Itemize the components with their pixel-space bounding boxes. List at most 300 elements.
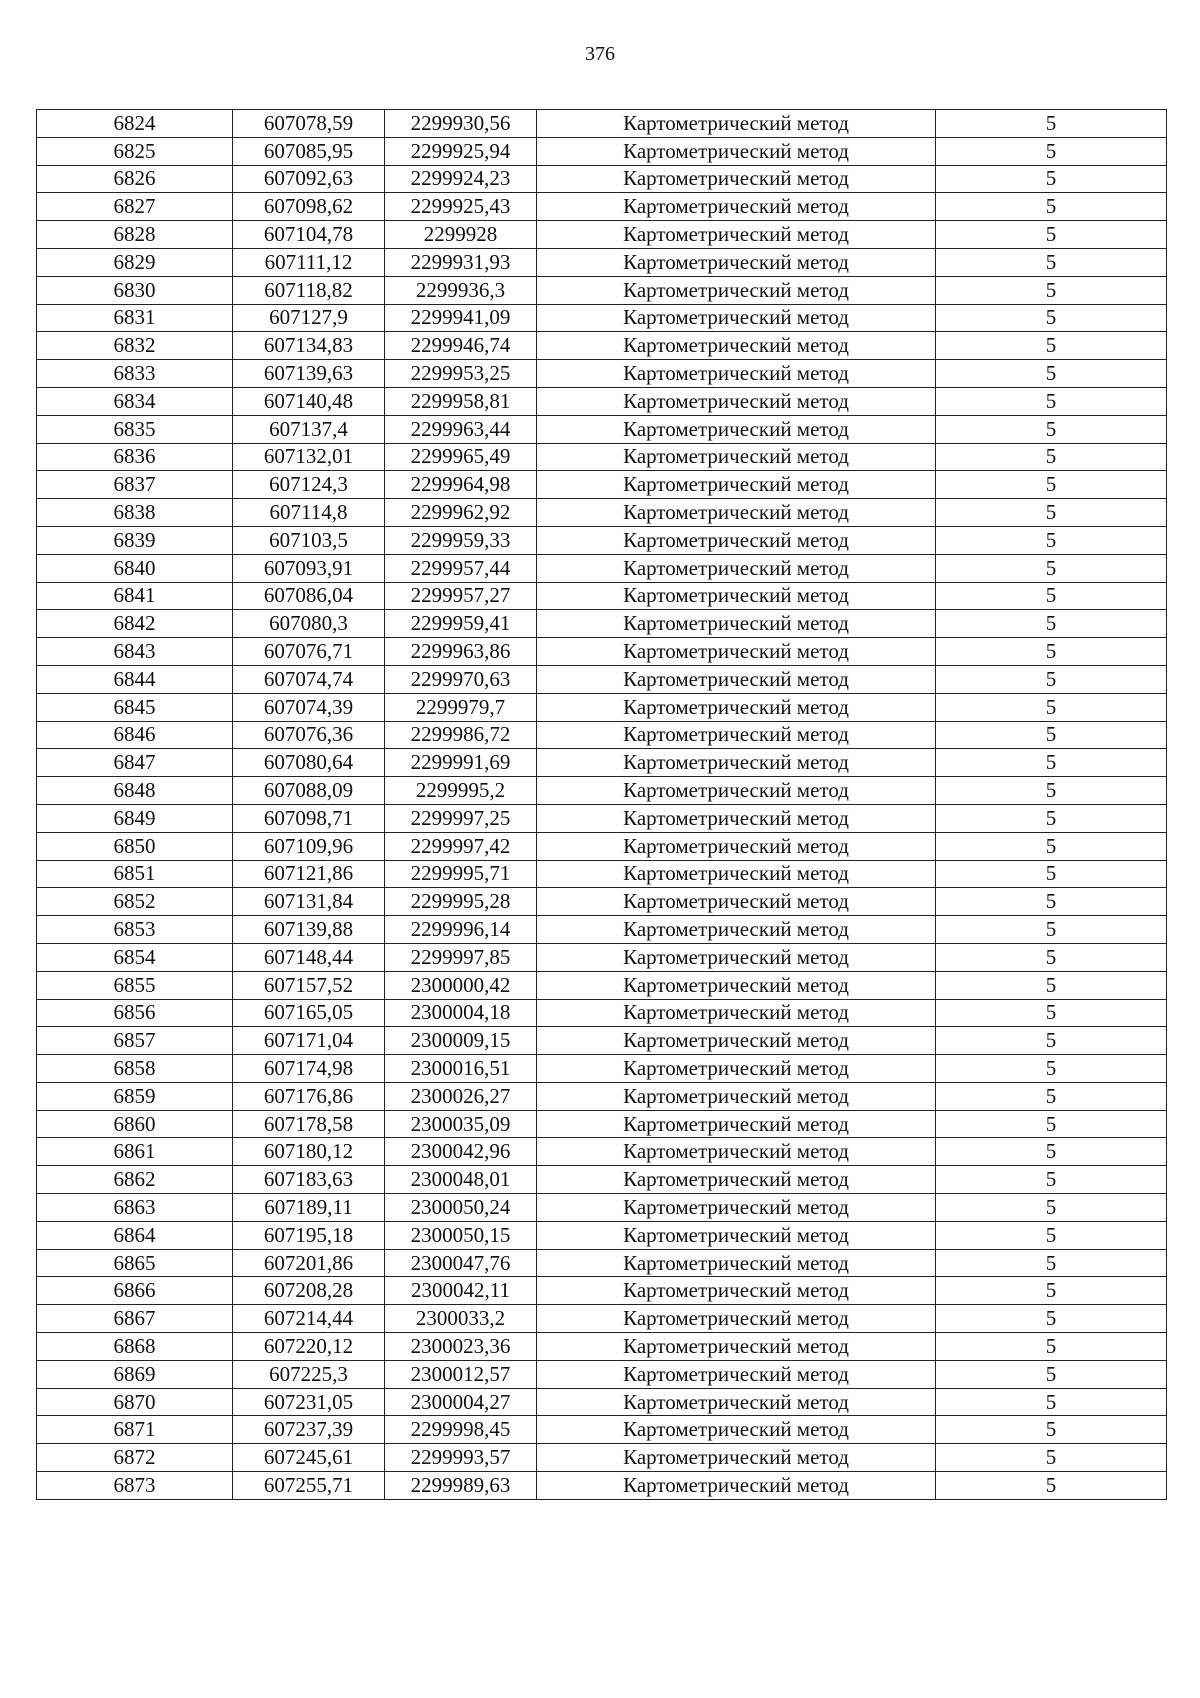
method-cell: Картометрический метод [537, 193, 936, 221]
accuracy-cell: 5 [936, 165, 1167, 193]
point-number-cell: 6826 [37, 165, 233, 193]
point-number-cell: 6839 [37, 526, 233, 554]
table-row [37, 804, 1167, 832]
y-coordinate-cell: 2299963,44 [385, 415, 537, 443]
point-number-cell: 6853 [37, 916, 233, 944]
point-number-cell: 6851 [37, 860, 233, 888]
y-coordinate-cell: 2299928 [385, 221, 537, 249]
coordinates-table-body [37, 110, 1167, 1500]
x-coordinate-cell: 607245,61 [233, 1444, 385, 1472]
accuracy-cell: 5 [936, 1277, 1167, 1305]
method-cell: Картометрический метод [537, 693, 936, 721]
accuracy-cell: 5 [936, 1444, 1167, 1472]
accuracy-cell: 5 [936, 471, 1167, 499]
point-number-cell: 6863 [37, 1194, 233, 1222]
y-coordinate-cell: 2299930,56 [385, 110, 537, 138]
page-number: 376 [585, 43, 615, 65]
table-row [37, 1360, 1167, 1388]
table-row [37, 1416, 1167, 1444]
y-coordinate-cell: 2300026,27 [385, 1082, 537, 1110]
point-number-cell: 6837 [37, 471, 233, 499]
point-number-cell: 6854 [37, 943, 233, 971]
x-coordinate-cell: 607139,63 [233, 360, 385, 388]
accuracy-cell: 5 [936, 1472, 1167, 1500]
accuracy-cell: 5 [936, 665, 1167, 693]
x-coordinate-cell: 607076,36 [233, 721, 385, 749]
x-coordinate-cell: 607109,96 [233, 832, 385, 860]
point-number-cell: 6861 [37, 1138, 233, 1166]
x-coordinate-cell: 607180,12 [233, 1138, 385, 1166]
method-cell: Картометрический метод [537, 665, 936, 693]
table-row [37, 638, 1167, 666]
method-cell: Картометрический метод [537, 276, 936, 304]
accuracy-cell: 5 [936, 443, 1167, 471]
method-cell: Картометрический метод [537, 1082, 936, 1110]
y-coordinate-cell: 2300000,42 [385, 971, 537, 999]
point-number-cell: 6841 [37, 582, 233, 610]
point-number-cell: 6873 [37, 1472, 233, 1500]
x-coordinate-cell: 607085,95 [233, 137, 385, 165]
accuracy-cell: 5 [936, 860, 1167, 888]
table-row [37, 1138, 1167, 1166]
method-cell: Картометрический метод [537, 499, 936, 527]
accuracy-cell: 5 [936, 777, 1167, 805]
table-row [37, 526, 1167, 554]
point-number-cell: 6828 [37, 221, 233, 249]
accuracy-cell: 5 [936, 916, 1167, 944]
x-coordinate-cell: 607127,9 [233, 304, 385, 332]
accuracy-cell: 5 [936, 999, 1167, 1027]
accuracy-cell: 5 [936, 1360, 1167, 1388]
y-coordinate-cell: 2299941,09 [385, 304, 537, 332]
y-coordinate-cell: 2300050,24 [385, 1194, 537, 1222]
method-cell: Картометрический метод [537, 610, 936, 638]
y-coordinate-cell: 2300023,36 [385, 1333, 537, 1361]
table-row [37, 1221, 1167, 1249]
method-cell: Картометрический метод [537, 971, 936, 999]
point-number-cell: 6864 [37, 1221, 233, 1249]
y-coordinate-cell: 2299962,92 [385, 499, 537, 527]
method-cell: Картометрический метод [537, 526, 936, 554]
y-coordinate-cell: 2300004,18 [385, 999, 537, 1027]
point-number-cell: 6830 [37, 276, 233, 304]
x-coordinate-cell: 607093,91 [233, 554, 385, 582]
accuracy-cell: 5 [936, 110, 1167, 138]
accuracy-cell: 5 [936, 1110, 1167, 1138]
point-number-cell: 6860 [37, 1110, 233, 1138]
accuracy-cell: 5 [936, 693, 1167, 721]
accuracy-cell: 5 [936, 1166, 1167, 1194]
table-row [37, 582, 1167, 610]
x-coordinate-cell: 607103,5 [233, 526, 385, 554]
table-row [37, 916, 1167, 944]
method-cell: Картометрический метод [537, 1472, 936, 1500]
method-cell: Картометрический метод [537, 582, 936, 610]
y-coordinate-cell: 2300042,96 [385, 1138, 537, 1166]
accuracy-cell: 5 [936, 804, 1167, 832]
x-coordinate-cell: 607080,3 [233, 610, 385, 638]
point-number-cell: 6831 [37, 304, 233, 332]
method-cell: Картометрический метод [537, 1194, 936, 1222]
method-cell: Картометрический метод [537, 304, 936, 332]
y-coordinate-cell: 2299965,49 [385, 443, 537, 471]
y-coordinate-cell: 2299996,14 [385, 916, 537, 944]
x-coordinate-cell: 607104,78 [233, 221, 385, 249]
y-coordinate-cell: 2299953,25 [385, 360, 537, 388]
table-row [37, 193, 1167, 221]
y-coordinate-cell: 2299995,28 [385, 888, 537, 916]
x-coordinate-cell: 607139,88 [233, 916, 385, 944]
point-number-cell: 6840 [37, 554, 233, 582]
x-coordinate-cell: 607165,05 [233, 999, 385, 1027]
accuracy-cell: 5 [936, 1305, 1167, 1333]
y-coordinate-cell: 2299957,44 [385, 554, 537, 582]
accuracy-cell: 5 [936, 1416, 1167, 1444]
table-row [37, 221, 1167, 249]
y-coordinate-cell: 2299993,57 [385, 1444, 537, 1472]
table-row [37, 860, 1167, 888]
accuracy-cell: 5 [936, 1138, 1167, 1166]
x-coordinate-cell: 607174,98 [233, 1055, 385, 1083]
table-row [37, 749, 1167, 777]
point-number-cell: 6836 [37, 443, 233, 471]
accuracy-cell: 5 [936, 971, 1167, 999]
method-cell: Картометрический метод [537, 888, 936, 916]
method-cell: Картометрический метод [537, 777, 936, 805]
point-number-cell: 6857 [37, 1027, 233, 1055]
point-number-cell: 6869 [37, 1360, 233, 1388]
point-number-cell: 6852 [37, 888, 233, 916]
x-coordinate-cell: 607080,64 [233, 749, 385, 777]
x-coordinate-cell: 607140,48 [233, 387, 385, 415]
point-number-cell: 6865 [37, 1249, 233, 1277]
table-row [37, 276, 1167, 304]
table-row [37, 1110, 1167, 1138]
table-row [37, 971, 1167, 999]
accuracy-cell: 5 [936, 1055, 1167, 1083]
point-number-cell: 6856 [37, 999, 233, 1027]
table-row [37, 1444, 1167, 1472]
accuracy-cell: 5 [936, 499, 1167, 527]
y-coordinate-cell: 2299991,69 [385, 749, 537, 777]
table-row [37, 665, 1167, 693]
x-coordinate-cell: 607237,39 [233, 1416, 385, 1444]
method-cell: Картометрический метод [537, 554, 936, 582]
x-coordinate-cell: 607088,09 [233, 777, 385, 805]
table-row [37, 499, 1167, 527]
point-number-cell: 6825 [37, 137, 233, 165]
accuracy-cell: 5 [936, 276, 1167, 304]
table-row [37, 610, 1167, 638]
x-coordinate-cell: 607111,12 [233, 248, 385, 276]
point-number-cell: 6842 [37, 610, 233, 638]
method-cell: Картометрический метод [537, 471, 936, 499]
method-cell: Картометрический метод [537, 221, 936, 249]
y-coordinate-cell: 2300016,51 [385, 1055, 537, 1083]
y-coordinate-cell: 2300033,2 [385, 1305, 537, 1333]
method-cell: Картометрический метод [537, 1027, 936, 1055]
x-coordinate-cell: 607086,04 [233, 582, 385, 610]
table-row [37, 1305, 1167, 1333]
y-coordinate-cell: 2299964,98 [385, 471, 537, 499]
y-coordinate-cell: 2299957,27 [385, 582, 537, 610]
method-cell: Картометрический метод [537, 1055, 936, 1083]
table-row [37, 165, 1167, 193]
point-number-cell: 6824 [37, 110, 233, 138]
y-coordinate-cell: 2299998,45 [385, 1416, 537, 1444]
table-row [37, 1027, 1167, 1055]
accuracy-cell: 5 [936, 610, 1167, 638]
method-cell: Картометрический метод [537, 415, 936, 443]
y-coordinate-cell: 2299995,2 [385, 777, 537, 805]
y-coordinate-cell: 2299936,3 [385, 276, 537, 304]
x-coordinate-cell: 607078,59 [233, 110, 385, 138]
x-coordinate-cell: 607176,86 [233, 1082, 385, 1110]
x-coordinate-cell: 607189,11 [233, 1194, 385, 1222]
accuracy-cell: 5 [936, 1082, 1167, 1110]
method-cell: Картометрический метод [537, 165, 936, 193]
accuracy-cell: 5 [936, 332, 1167, 360]
method-cell: Картометрический метод [537, 1444, 936, 1472]
table-row [37, 943, 1167, 971]
method-cell: Картометрический метод [537, 1221, 936, 1249]
y-coordinate-cell: 2300035,09 [385, 1110, 537, 1138]
x-coordinate-cell: 607076,71 [233, 638, 385, 666]
table-row [37, 1082, 1167, 1110]
table-row [37, 110, 1167, 138]
table-row [37, 1166, 1167, 1194]
y-coordinate-cell: 2299997,85 [385, 943, 537, 971]
method-cell: Картометрический метод [537, 248, 936, 276]
y-coordinate-cell: 2300009,15 [385, 1027, 537, 1055]
accuracy-cell: 5 [936, 888, 1167, 916]
x-coordinate-cell: 607131,84 [233, 888, 385, 916]
y-coordinate-cell: 2299997,25 [385, 804, 537, 832]
x-coordinate-cell: 607183,63 [233, 1166, 385, 1194]
y-coordinate-cell: 2299989,63 [385, 1472, 537, 1500]
x-coordinate-cell: 607074,39 [233, 693, 385, 721]
coordinates-table [36, 109, 1167, 1500]
accuracy-cell: 5 [936, 193, 1167, 221]
method-cell: Картометрический метод [537, 1388, 936, 1416]
method-cell: Картометрический метод [537, 360, 936, 388]
x-coordinate-cell: 607121,86 [233, 860, 385, 888]
point-number-cell: 6859 [37, 1082, 233, 1110]
y-coordinate-cell: 2299925,43 [385, 193, 537, 221]
y-coordinate-cell: 2299997,42 [385, 832, 537, 860]
method-cell: Картометрический метод [537, 638, 936, 666]
x-coordinate-cell: 607134,83 [233, 332, 385, 360]
point-number-cell: 6868 [37, 1333, 233, 1361]
x-coordinate-cell: 607137,4 [233, 415, 385, 443]
table-row [37, 1472, 1167, 1500]
table-row [37, 721, 1167, 749]
x-coordinate-cell: 607178,58 [233, 1110, 385, 1138]
accuracy-cell: 5 [936, 749, 1167, 777]
point-number-cell: 6835 [37, 415, 233, 443]
accuracy-cell: 5 [936, 1194, 1167, 1222]
method-cell: Картометрический метод [537, 999, 936, 1027]
point-number-cell: 6862 [37, 1166, 233, 1194]
point-number-cell: 6834 [37, 387, 233, 415]
x-coordinate-cell: 607201,86 [233, 1249, 385, 1277]
table-row [37, 554, 1167, 582]
table-row [37, 693, 1167, 721]
method-cell: Картометрический метод [537, 943, 936, 971]
method-cell: Картометрический метод [537, 832, 936, 860]
point-number-cell: 6872 [37, 1444, 233, 1472]
point-number-cell: 6844 [37, 665, 233, 693]
method-cell: Картометрический метод [537, 1277, 936, 1305]
table-row [37, 1333, 1167, 1361]
accuracy-cell: 5 [936, 415, 1167, 443]
table-row [37, 1388, 1167, 1416]
accuracy-cell: 5 [936, 360, 1167, 388]
x-coordinate-cell: 607098,62 [233, 193, 385, 221]
x-coordinate-cell: 607171,04 [233, 1027, 385, 1055]
y-coordinate-cell: 2299946,74 [385, 332, 537, 360]
y-coordinate-cell: 2299959,33 [385, 526, 537, 554]
y-coordinate-cell: 2300050,15 [385, 1221, 537, 1249]
method-cell: Картометрический метод [537, 137, 936, 165]
y-coordinate-cell: 2299986,72 [385, 721, 537, 749]
table-row [37, 443, 1167, 471]
table-row [37, 360, 1167, 388]
method-cell: Картометрический метод [537, 110, 936, 138]
y-coordinate-cell: 2299931,93 [385, 248, 537, 276]
accuracy-cell: 5 [936, 1333, 1167, 1361]
y-coordinate-cell: 2299924,23 [385, 165, 537, 193]
table-row [37, 471, 1167, 499]
table-row [37, 999, 1167, 1027]
point-number-cell: 6850 [37, 832, 233, 860]
table-row [37, 832, 1167, 860]
method-cell: Картометрический метод [537, 804, 936, 832]
y-coordinate-cell: 2299979,7 [385, 693, 537, 721]
x-coordinate-cell: 607132,01 [233, 443, 385, 471]
method-cell: Картометрический метод [537, 749, 936, 777]
accuracy-cell: 5 [936, 387, 1167, 415]
method-cell: Картометрический метод [537, 1166, 936, 1194]
accuracy-cell: 5 [936, 721, 1167, 749]
x-coordinate-cell: 607092,63 [233, 165, 385, 193]
method-cell: Картометрический метод [537, 1249, 936, 1277]
table-row [37, 304, 1167, 332]
method-cell: Картометрический метод [537, 332, 936, 360]
x-coordinate-cell: 607157,52 [233, 971, 385, 999]
accuracy-cell: 5 [936, 526, 1167, 554]
point-number-cell: 6866 [37, 1277, 233, 1305]
point-number-cell: 6870 [37, 1388, 233, 1416]
point-number-cell: 6858 [37, 1055, 233, 1083]
y-coordinate-cell: 2300047,76 [385, 1249, 537, 1277]
y-coordinate-cell: 2299959,41 [385, 610, 537, 638]
accuracy-cell: 5 [936, 1249, 1167, 1277]
point-number-cell: 6832 [37, 332, 233, 360]
point-number-cell: 6848 [37, 777, 233, 805]
method-cell: Картометрический метод [537, 1416, 936, 1444]
point-number-cell: 6838 [37, 499, 233, 527]
point-number-cell: 6833 [37, 360, 233, 388]
accuracy-cell: 5 [936, 832, 1167, 860]
x-coordinate-cell: 607195,18 [233, 1221, 385, 1249]
x-coordinate-cell: 607255,71 [233, 1472, 385, 1500]
y-coordinate-cell: 2299963,86 [385, 638, 537, 666]
x-coordinate-cell: 607114,8 [233, 499, 385, 527]
point-number-cell: 6846 [37, 721, 233, 749]
x-coordinate-cell: 607231,05 [233, 1388, 385, 1416]
table-row [37, 888, 1167, 916]
accuracy-cell: 5 [936, 1027, 1167, 1055]
x-coordinate-cell: 607208,28 [233, 1277, 385, 1305]
accuracy-cell: 5 [936, 304, 1167, 332]
point-number-cell: 6843 [37, 638, 233, 666]
accuracy-cell: 5 [936, 221, 1167, 249]
y-coordinate-cell: 2300042,11 [385, 1277, 537, 1305]
table-row [37, 1249, 1167, 1277]
x-coordinate-cell: 607220,12 [233, 1333, 385, 1361]
accuracy-cell: 5 [936, 582, 1167, 610]
table-row [37, 1055, 1167, 1083]
x-coordinate-cell: 607118,82 [233, 276, 385, 304]
x-coordinate-cell: 607214,44 [233, 1305, 385, 1333]
y-coordinate-cell: 2299970,63 [385, 665, 537, 693]
method-cell: Картометрический метод [537, 387, 936, 415]
method-cell: Картометрический метод [537, 443, 936, 471]
method-cell: Картометрический метод [537, 1360, 936, 1388]
method-cell: Картометрический метод [537, 1110, 936, 1138]
table-row [37, 332, 1167, 360]
accuracy-cell: 5 [936, 137, 1167, 165]
table-row [37, 248, 1167, 276]
x-coordinate-cell: 607225,3 [233, 1360, 385, 1388]
table-row [37, 387, 1167, 415]
method-cell: Картометрический метод [537, 916, 936, 944]
point-number-cell: 6855 [37, 971, 233, 999]
accuracy-cell: 5 [936, 1388, 1167, 1416]
accuracy-cell: 5 [936, 1221, 1167, 1249]
y-coordinate-cell: 2299995,71 [385, 860, 537, 888]
y-coordinate-cell: 2299958,81 [385, 387, 537, 415]
point-number-cell: 6845 [37, 693, 233, 721]
x-coordinate-cell: 607148,44 [233, 943, 385, 971]
table-row [37, 1277, 1167, 1305]
point-number-cell: 6847 [37, 749, 233, 777]
point-number-cell: 6871 [37, 1416, 233, 1444]
accuracy-cell: 5 [936, 554, 1167, 582]
table-row [37, 1194, 1167, 1222]
accuracy-cell: 5 [936, 943, 1167, 971]
method-cell: Картометрический метод [537, 860, 936, 888]
y-coordinate-cell: 2300004,27 [385, 1388, 537, 1416]
table-row [37, 777, 1167, 805]
method-cell: Картометрический метод [537, 1333, 936, 1361]
table-row [37, 137, 1167, 165]
method-cell: Картометрический метод [537, 1305, 936, 1333]
y-coordinate-cell: 2300048,01 [385, 1166, 537, 1194]
point-number-cell: 6827 [37, 193, 233, 221]
x-coordinate-cell: 607098,71 [233, 804, 385, 832]
x-coordinate-cell: 607074,74 [233, 665, 385, 693]
accuracy-cell: 5 [936, 248, 1167, 276]
y-coordinate-cell: 2299925,94 [385, 137, 537, 165]
point-number-cell: 6829 [37, 248, 233, 276]
point-number-cell: 6849 [37, 804, 233, 832]
point-number-cell: 6867 [37, 1305, 233, 1333]
table-row [37, 415, 1167, 443]
method-cell: Картометрический метод [537, 1138, 936, 1166]
method-cell: Картометрический метод [537, 721, 936, 749]
